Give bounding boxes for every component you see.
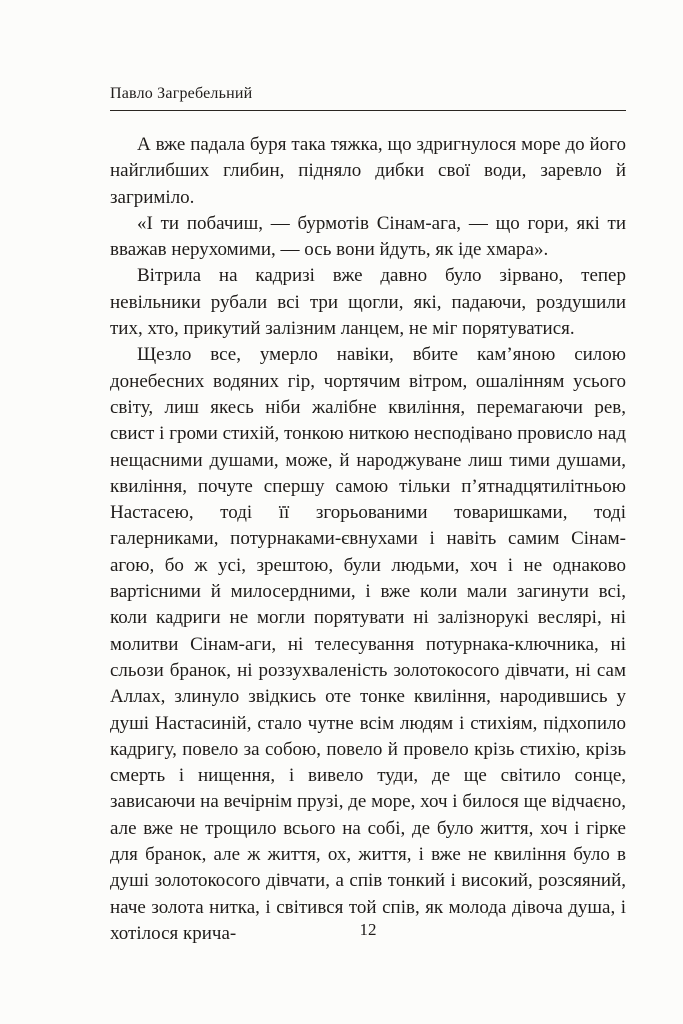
paragraph: «І ти побачиш, — бурмотів Сінам-ага, — що гори, які ти вважав нерухомими, — ось вони йдуть, як іде хмара». [110, 212, 626, 261]
text-block [110, 0, 626, 947]
paragraph: Вітрила на кадризі вже давно було зірвано, тепер невільники рубали всі три щогли, які, падаючи, роздушили тих, хто, прикутий залізним ланцем, не міг порятуватися. [110, 265, 626, 340]
header-rule [110, 110, 626, 111]
running-header [110, 85, 626, 111]
author-name: Павло Загребельний [110, 85, 253, 102]
paragraph: А вже падала буря така тяжка, що здригнулося море до його найглибших глибин, підняло дибки свої води, заревло й загриміло. [110, 134, 626, 208]
page-body [110, 132, 626, 947]
paragraph: Щезло все, умерло навіки, вбите кам’яною силою донебесних водяних гір, чортячим вітром, ошалінням усього світу, лиш якесь ніби жалібне квиління, перемагаючи рев, свист і громи стихій, тонкою ниткою несподівано провисло над нещасними душами, може, й народжуване лиш тими душами, квиління, почуте спершу самою тільки п’ятнадцятилітньою Настасею, тоді її згорьованими товаришками, тоді галерниками, потурнаками-євнухами і навіть самим Сінам-агою, бо ж усі, зрештою, були людьми, хоч і не однаково вартісними й милосердними, і вже коли мали загинути всі, коли кадриги не могли порятувати ні залізнорукі веслярі, ні молитви Сінам-аги, ні телесування потурнака-ключника, ні сльози бранок, ні роззухваленість золотокосого дівчати, ні сам Аллах, злинуло звідкись оте тонке квиління, народившись у душі Настасиній, стало чутне всім людям і стихіям, підхопило кадригу, повело за собою, повело й провело крізь стихію, крізь смерть і нищення, і вивело туди, де ще світило сонце, зависаючи на вечірнім прузі, де море, хоч і билося ще відчаєно, але вже не трощило всього на собі, де було життя, хоч і гірке для бранок, але ж життя, ох, життя, і вже не квиління було в душі золотокосого дівчати, а спів тонкий і високий, розсяяний, наче золота нитка, і світився той спів, як молода дівоча душа, і хотілося крича- [110, 344, 626, 944]
page-footer [110, 920, 626, 940]
page-number: 12 [359, 920, 377, 939]
